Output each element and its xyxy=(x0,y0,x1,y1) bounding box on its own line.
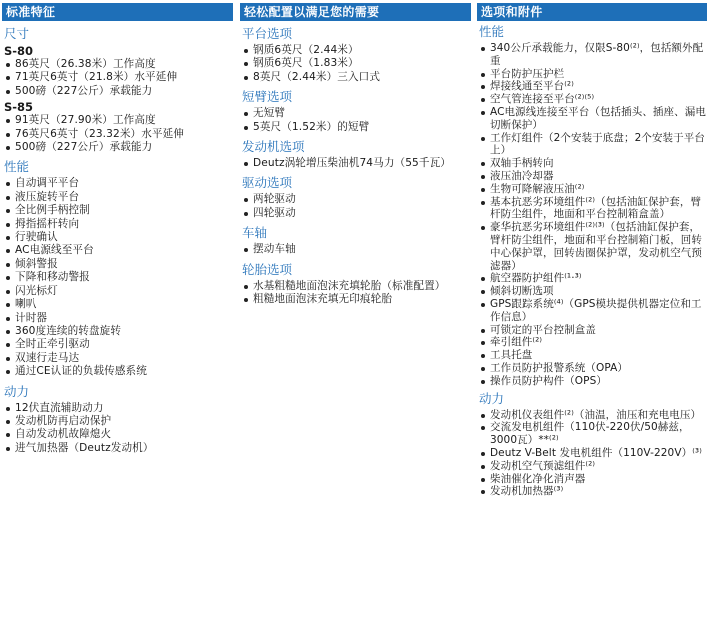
feature-item: 双轴手柄转向 xyxy=(479,157,707,170)
feature-item: 通过CE认证的负载传感系统 xyxy=(4,365,233,378)
feature-item: 水基粗糙地面泡沫充填轮胎（标准配置） xyxy=(242,280,471,293)
feature-list xyxy=(240,44,471,84)
feature-item: 无短臂 xyxy=(242,107,471,120)
feature-item: 牵引组件⁽²⁾ xyxy=(479,336,707,349)
feature-item: 76英尺6英寸（23.32米）水平延伸 xyxy=(4,128,233,141)
feature-item: 500磅（227公斤）承载能力 xyxy=(4,85,233,98)
feature-item: 两轮驱动 xyxy=(242,193,471,206)
feature-list xyxy=(240,107,471,134)
section-title: 尺寸 xyxy=(4,26,30,41)
feature-item: 发动机空气预滤组件⁽²⁾ xyxy=(479,460,707,473)
feature-item: 交流发电机组件（110伏-220伏/50赫兹，3000瓦）**⁽²⁾ xyxy=(479,421,707,447)
feature-item: 闪光标灯 xyxy=(4,285,233,298)
feature-item: 8英尺（2.44米）三入口式 xyxy=(242,71,471,84)
feature-item: 喇叭 xyxy=(4,298,233,311)
feature-item: 进气加热器（Deutz发动机） xyxy=(4,442,233,455)
feature-item: 工作员防护报警系统（OPA） xyxy=(479,362,707,375)
feature-item: 钢质6英尺（2.44米） xyxy=(242,44,471,57)
feature-item: Deutz V-Belt 发电机组件（110V-220V）⁽³⁾ xyxy=(479,447,707,460)
feature-item: AC电源线连接至平台（包括插头、插座、漏电切断保护） xyxy=(479,106,707,132)
feature-item: 空气管连接至平台⁽²⁾⁽⁵⁾ xyxy=(479,93,707,106)
feature-item: 双速行走马达 xyxy=(4,352,233,365)
feature-item: 四轮驱动 xyxy=(242,207,471,220)
feature-item: 86英尺（26.38米）工作高度 xyxy=(4,58,233,71)
feature-item: 500磅（227公斤）承载能力 xyxy=(4,141,233,154)
feature-item: 倾斜切断选项 xyxy=(479,285,707,298)
model-label: S-85 xyxy=(4,100,34,115)
feature-item: 全比例手柄控制 xyxy=(4,204,233,217)
column-header: 轻松配置以满足您的需要 xyxy=(240,3,471,21)
feature-list xyxy=(240,280,471,307)
feature-list xyxy=(477,42,707,388)
feature-item: 摆动车轴 xyxy=(242,243,471,256)
feature-item: 71英尺6英寸（21.8米）水平延伸 xyxy=(4,71,233,84)
feature-list xyxy=(240,243,471,256)
section-title: 驱动选项 xyxy=(242,175,293,191)
feature-item: 焊接线通至平台⁽²⁾ xyxy=(479,80,707,93)
feature-item: 360度连续的转盘旋转 xyxy=(4,325,233,338)
feature-item: 自动发动机故障熄火 xyxy=(4,428,233,441)
feature-item: 340公斤承载能力，仅限S-80⁽²⁾，包括额外配重 xyxy=(479,42,707,68)
feature-item: 自动调平平台 xyxy=(4,177,233,190)
feature-item: AC电源线至平台 xyxy=(4,244,233,257)
section-title: 车轴 xyxy=(242,225,268,241)
feature-item: 全时正牵引驱动 xyxy=(4,338,233,351)
feature-item: 液压油冷却器 xyxy=(479,170,707,183)
feature-item: 拇指摇杆转向 xyxy=(4,218,233,231)
feature-item: 发动机防再启动保护 xyxy=(4,415,233,428)
feature-item: 行驶确认 xyxy=(4,231,233,244)
feature-item: GPS跟踪系统⁽⁴⁾（GPS模块提供机器定位和工作信息） xyxy=(479,298,707,324)
feature-item: 12伏直流辅助动力 xyxy=(4,402,233,415)
column-options-accessories xyxy=(477,3,707,498)
feature-item: 发动机加热器⁽³⁾ xyxy=(479,485,707,498)
feature-item: 发动机仪表组件⁽²⁾（油温，油压和充电电压） xyxy=(479,409,707,422)
feature-list xyxy=(240,157,471,170)
column-header: 选项和附件 xyxy=(477,3,707,21)
model-label: S-80 xyxy=(4,44,34,58)
feature-item: 可锁定的平台控制盒盖 xyxy=(479,324,707,337)
feature-list xyxy=(2,58,233,98)
feature-item: 工作灯组件（2个安装于底盘；2个安装于平台上） xyxy=(479,132,707,158)
feature-item: 钢质6英尺（1.83米） xyxy=(242,57,471,70)
feature-item: 工具托盘 xyxy=(479,349,707,362)
section-title: 平台选项 xyxy=(242,26,293,41)
feature-item: 生物可降解液压油⁽²⁾ xyxy=(479,183,707,196)
feature-list xyxy=(2,402,233,456)
feature-list xyxy=(2,177,233,378)
section-title: 发动机选项 xyxy=(242,139,305,155)
feature-item: 粗糙地面泡沫充填无印痕轮胎 xyxy=(242,293,471,306)
feature-item: 91英尺（27.90米）工作高度 xyxy=(4,114,233,127)
feature-item: 操作员防护构件（OPS） xyxy=(479,375,707,388)
feature-item: 液压旋转平台 xyxy=(4,191,233,204)
column-header: 标准特征 xyxy=(2,3,233,21)
feature-item: 5英尺（1.52米）的短臂 xyxy=(242,121,471,134)
section-title: 性能 xyxy=(479,24,505,39)
section-title: 性能 xyxy=(4,159,30,175)
section-title: 轮胎选项 xyxy=(242,261,293,277)
feature-list xyxy=(477,409,707,499)
feature-item: Deutz涡轮增压柴油机74马力（55千瓦） xyxy=(242,157,471,170)
feature-item: 平台防护压护栏 xyxy=(479,68,707,81)
feature-item: 下降和移动警报 xyxy=(4,271,233,284)
feature-item: 柴油催化净化消声器 xyxy=(479,473,707,486)
feature-item: 倾斜警报 xyxy=(4,258,233,271)
column-configuration xyxy=(240,3,471,306)
feature-list xyxy=(240,193,471,220)
section-title: 动力 xyxy=(479,390,505,406)
section-title: 短臂选项 xyxy=(242,89,293,105)
feature-item: 航空器防护组件⁽¹·³⁾ xyxy=(479,272,707,285)
feature-item: 计时器 xyxy=(4,312,233,325)
section-title: 动力 xyxy=(4,383,30,399)
feature-list xyxy=(2,114,233,154)
feature-item: 豪华抗恶劣环境组件⁽²⁾⁽³⁾（包括油缸保护套，臂杆防尘组件，地面和平台控制箱门板，回转中心保护罩，回转齿圈保护罩，发动机空气预滤器） xyxy=(479,221,707,272)
feature-item: 基本抗恶劣环境组件⁽²⁾（包括油缸保护套，臂杆防尘组件，地面和平台控制箱盒盖） xyxy=(479,196,707,222)
column-standard-features xyxy=(2,3,233,455)
